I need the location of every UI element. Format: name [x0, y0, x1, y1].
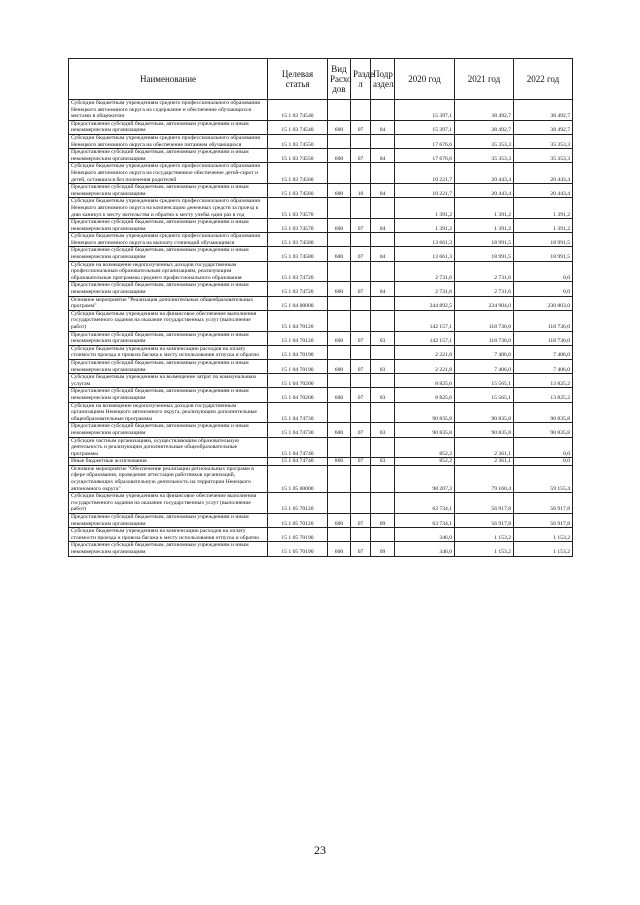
cell-subsection [371, 345, 395, 359]
cell-2022: 38 492,7 [514, 100, 573, 121]
cell-section: 07 [351, 331, 371, 345]
cell-article: 15 1 03 74540 [268, 120, 328, 134]
table-row [69, 219, 573, 233]
cell-article: 15 1 04 70190 [268, 359, 328, 373]
cell-2022: 35 353,3 [514, 134, 573, 148]
cell-expense-type [328, 465, 351, 492]
cell-2022: 18 991,5 [514, 247, 573, 261]
cell-2020: 13 661,3 [395, 233, 455, 247]
cell-expense-type: 600 [328, 514, 351, 528]
table-row [69, 282, 573, 296]
cell-name: Субсидии бюджетным учреждениям на финансовое обеспечение выполнения государственного задания на оказание государственных услуг (выполнение работ) [69, 493, 268, 514]
cell-2022: 38 492,7 [514, 120, 573, 134]
cell-article: 15 1 03 74570 [268, 198, 328, 219]
cell-section [351, 100, 371, 121]
cell-subsection [371, 402, 395, 423]
cell-2020: 8 825,6 [395, 388, 455, 402]
cell-expense-type [328, 437, 351, 458]
cell-name: Субсидии бюджетным учреждениям на возмещение затрат по коммунальным услугам [69, 374, 268, 388]
cell-2020: 2 221,8 [395, 345, 455, 359]
header-section: Разде л [351, 59, 371, 100]
cell-expense-type: 600 [328, 542, 351, 556]
table-row [69, 247, 573, 261]
cell-subsection [371, 437, 395, 458]
cell-section [351, 261, 371, 282]
header-expense-type: Вид Расхо дов [328, 59, 351, 100]
cell-2020: 346,0 [395, 542, 455, 556]
cell-2020: 90 835,8 [395, 402, 455, 423]
table-row [69, 437, 573, 458]
cell-article: 15 1 03 74550 [268, 134, 328, 148]
cell-name: Предоставление субсидий бюджетным, автономным учреждениям и иным некоммерческим организациям [69, 542, 268, 556]
cell-name: Предоставление субсидий бюджетным, автономным учреждениям и иным некоммерческим организациям [69, 514, 268, 528]
cell-2020: 10 221,7 [395, 163, 455, 184]
cell-subsection [371, 310, 395, 331]
cell-section [351, 134, 371, 148]
cell-article: 15 1 03 74720 [268, 282, 328, 296]
cell-2021: 15 565,1 [455, 374, 514, 388]
cell-section [351, 310, 371, 331]
cell-subsection: 04 [371, 282, 395, 296]
cell-section [351, 437, 371, 458]
cell-section [351, 345, 371, 359]
cell-2021: 15 565,1 [455, 388, 514, 402]
budget-table-page [68, 58, 572, 557]
cell-2022: 90 835,8 [514, 423, 573, 437]
cell-expense-type [328, 493, 351, 514]
cell-name: Субсидии бюджетным учреждениям среднего профессионального образования Ненецкого автономного округа на обеспечение питанием обучающихся [69, 134, 268, 148]
cell-name: Предоставление субсидий бюджетным, автономным учреждениям и иным некоммерческим организациям [69, 331, 268, 345]
cell-subsection: 04 [371, 219, 395, 233]
cell-name: Субсидии бюджетным учреждениям на финансовое обеспечение выполнения государственного задания на оказание государственных услуг (выполнение работ) [69, 310, 268, 331]
cell-expense-type: 600 [328, 388, 351, 402]
table-row [69, 528, 573, 542]
cell-article: 15 1 03 74560 [268, 184, 328, 198]
cell-2022: 118 736,0 [514, 310, 573, 331]
table-row [69, 134, 573, 148]
cell-2022: 0,0 [514, 261, 573, 282]
cell-article: 15 1 04 70120 [268, 310, 328, 331]
cell-2021: 2 361,1 [455, 437, 514, 458]
cell-article: 15 1 04 74730 [268, 423, 328, 437]
cell-2021: 7 406,0 [455, 359, 514, 373]
cell-expense-type [328, 310, 351, 331]
table-row [69, 514, 573, 528]
cell-name: Субсидии на возмещение недополученных доходов государственным организациям Ненецкого автономного округа, реализующим дополнительные общеобразовательные программы [69, 402, 268, 423]
cell-section [351, 528, 371, 542]
cell-2021: 56 917,8 [455, 493, 514, 514]
cell-section: 07 [351, 359, 371, 373]
cell-2022: 1 391,2 [514, 219, 573, 233]
cell-2021: 118 736,0 [455, 331, 514, 345]
cell-subsection: 04 [371, 247, 395, 261]
cell-2020: 2 731,6 [395, 261, 455, 282]
cell-2022: 1 153,2 [514, 542, 573, 556]
cell-expense-type [328, 100, 351, 121]
cell-subsection: 04 [371, 184, 395, 198]
table-row [69, 120, 573, 134]
cell-subsection [371, 261, 395, 282]
cell-2021: 2 731,6 [455, 282, 514, 296]
table-row [69, 261, 573, 282]
cell-subsection [371, 198, 395, 219]
cell-2021: 118 736,0 [455, 310, 514, 331]
cell-article: 15 1 05 70190 [268, 528, 328, 542]
table-row [69, 542, 573, 556]
cell-subsection [371, 374, 395, 388]
cell-expense-type: 600 [328, 219, 351, 233]
header-name: Наименование [69, 59, 268, 100]
cell-subsection: 09 [371, 514, 395, 528]
cell-section [351, 493, 371, 514]
cell-name: Субсидии бюджетным учреждениям на компенсацию расходов на оплату стоимости проезда и провоза багажа к месту использования отпуска и обратно [69, 528, 268, 542]
cell-section: 07 [351, 388, 371, 402]
table-row [69, 359, 573, 373]
cell-subsection [371, 134, 395, 148]
cell-2022: 13 825,2 [514, 388, 573, 402]
cell-name: Предоставление субсидий бюджетным, автономным учреждениям и иным некоммерческим организациям [69, 219, 268, 233]
cell-article: 15 1 03 74720 [268, 261, 328, 282]
cell-article: 15 1 04 70120 [268, 331, 328, 345]
cell-2020: 15 397,1 [395, 120, 455, 134]
cell-section [351, 402, 371, 423]
cell-2020: 2 221,8 [395, 359, 455, 373]
cell-expense-type [328, 296, 351, 310]
cell-subsection [371, 233, 395, 247]
cell-expense-type: 600 [328, 282, 351, 296]
table-row [69, 100, 573, 121]
header-subsection: Подр аздел [371, 59, 395, 100]
table-row [69, 331, 573, 345]
cell-2020: 2 731,6 [395, 282, 455, 296]
cell-subsection: 04 [371, 149, 395, 163]
cell-2020: 852,2 [395, 437, 455, 458]
cell-section [351, 233, 371, 247]
cell-expense-type [328, 402, 351, 423]
cell-article: 15 1 04 70200 [268, 388, 328, 402]
cell-2021: 35 353,3 [455, 134, 514, 148]
cell-subsection [371, 528, 395, 542]
table-row [69, 296, 573, 310]
cell-article: 15 1 04 00000 [268, 296, 328, 310]
cell-expense-type: 600 [328, 184, 351, 198]
cell-article: 15 1 03 74550 [268, 149, 328, 163]
cell-article: 15 1 04 74730 [268, 402, 328, 423]
table-row [69, 423, 573, 437]
cell-expense-type [328, 198, 351, 219]
cell-2021: 38 492,7 [455, 120, 514, 134]
table-row [69, 198, 573, 219]
cell-2021: 90 835,8 [455, 402, 514, 423]
table-body [69, 100, 573, 557]
table-row [69, 493, 573, 514]
cell-2022: 56 917,8 [514, 514, 573, 528]
cell-2021: 18 991,5 [455, 247, 514, 261]
cell-subsection [371, 465, 395, 492]
cell-article: 15 1 05 70120 [268, 493, 328, 514]
cell-2021: 2 731,6 [455, 261, 514, 282]
cell-2021: 56 917,8 [455, 514, 514, 528]
cell-2021: 18 991,5 [455, 233, 514, 247]
cell-article: 15 1 05 70120 [268, 514, 328, 528]
cell-article: 15 1 05 00000 [268, 465, 328, 492]
cell-2021: 79 160,4 [455, 465, 514, 492]
table-row [69, 184, 573, 198]
cell-2021: 1 153,2 [455, 542, 514, 556]
cell-subsection [371, 296, 395, 310]
cell-article: 15 1 03 74580 [268, 247, 328, 261]
cell-subsection: 09 [371, 542, 395, 556]
cell-2020: 15 397,1 [395, 100, 455, 121]
cell-2021: 234 904,0 [455, 296, 514, 310]
cell-2020: 90 835,8 [395, 423, 455, 437]
cell-expense-type: 600 [328, 359, 351, 373]
cell-subsection: 03 [371, 359, 395, 373]
table-row [69, 402, 573, 423]
cell-2022: 7 406,0 [514, 359, 573, 373]
table-row [69, 233, 573, 247]
cell-article: 15 1 04 74740 [268, 458, 328, 466]
cell-2022: 0,0 [514, 458, 573, 466]
cell-2020: 244 892,5 [395, 296, 455, 310]
cell-name: Предоставление субсидий бюджетным, автономным учреждениям и иным некоммерческим организациям [69, 120, 268, 134]
cell-2020: 98 207,3 [395, 465, 455, 492]
budget-table [68, 58, 573, 557]
cell-name: Предоставление субсидий бюджетным, автономным учреждениям и иным некоммерческим организациям [69, 247, 268, 261]
cell-2022: 56 917,8 [514, 493, 573, 514]
cell-section: 07 [351, 247, 371, 261]
cell-2020: 142 157,1 [395, 310, 455, 331]
cell-2022: 1 391,2 [514, 198, 573, 219]
cell-2021: 35 353,3 [455, 149, 514, 163]
cell-section: 07 [351, 219, 371, 233]
cell-section: 07 [351, 514, 371, 528]
table-row [69, 149, 573, 163]
cell-2022: 118 736,0 [514, 331, 573, 345]
cell-subsection: 04 [371, 120, 395, 134]
header-article: Целевая статья [268, 59, 328, 100]
cell-section [351, 163, 371, 184]
cell-section [351, 374, 371, 388]
table-row [69, 345, 573, 359]
cell-section [351, 198, 371, 219]
cell-2021: 7 406,0 [455, 345, 514, 359]
cell-2020: 1 391,2 [395, 198, 455, 219]
cell-section: 07 [351, 423, 371, 437]
cell-expense-type: 800 [328, 458, 351, 466]
cell-name: Предоставление субсидий бюджетным, автономным учреждениям и иным некоммерческим организациям [69, 184, 268, 198]
cell-name: Субсидии бюджетным учреждениям среднего профессионального образования Ненецкого автономного округа на компенсацию денежных средств за проезд к дню каникул к месту жительства и обратно к месту учебы один раз в год [69, 198, 268, 219]
cell-2022: 0,0 [514, 437, 573, 458]
cell-section: 07 [351, 458, 371, 466]
cell-section: 07 [351, 149, 371, 163]
table-row [69, 310, 573, 331]
cell-subsection: 03 [371, 388, 395, 402]
cell-2022: 59 155,4 [514, 465, 573, 492]
cell-name: Основное мероприятие "Обеспечение реализации региональных программ в сфере образования, проведение аттестации работников организаций, осуществляющих образовательную деятельность на территории Ненецкого автономного округа" [69, 465, 268, 492]
cell-subsection: 03 [371, 331, 395, 345]
cell-expense-type [328, 528, 351, 542]
cell-name: Иные бюджетные ассигнования [69, 458, 268, 466]
cell-2021: 90 835,8 [455, 423, 514, 437]
cell-2022: 230 803,0 [514, 296, 573, 310]
cell-name: Субсидии бюджетным учреждениям среднего профессионального образования Ненецкого автономного округа на выплату стипендий обучающимся [69, 233, 268, 247]
cell-expense-type [328, 233, 351, 247]
cell-2021: 20 443,4 [455, 163, 514, 184]
cell-2021: 1 391,2 [455, 219, 514, 233]
cell-name: Основное мероприятие "Реализация дополнительных общеобразовательных программ" [69, 296, 268, 310]
cell-article: 15 1 04 70200 [268, 374, 328, 388]
cell-2022: 35 353,3 [514, 149, 573, 163]
cell-2020: 8 825,6 [395, 374, 455, 388]
cell-section: 07 [351, 282, 371, 296]
header-2022: 2022 год [514, 59, 573, 100]
table-row [69, 163, 573, 184]
cell-name: Субсидии частным организациям, осуществляющим образовательную деятельность и реализующим дополнительные общеобразовательные программы [69, 437, 268, 458]
cell-2022: 7 406,0 [514, 345, 573, 359]
cell-2021: 2 361,1 [455, 458, 514, 466]
cell-subsection [371, 163, 395, 184]
cell-name: Предоставление субсидий бюджетным, автономным учреждениям и иным некоммерческим организациям [69, 359, 268, 373]
cell-expense-type [328, 345, 351, 359]
cell-expense-type: 600 [328, 247, 351, 261]
cell-article: 15 1 04 74740 [268, 437, 328, 458]
cell-section [351, 296, 371, 310]
table-row [69, 388, 573, 402]
cell-2021: 38 492,7 [455, 100, 514, 121]
cell-name: Предоставление субсидий бюджетным, автономным учреждениям и иным некоммерческим организациям [69, 282, 268, 296]
table-row [69, 465, 573, 492]
cell-article: 15 1 03 74570 [268, 219, 328, 233]
cell-section: 10 [351, 184, 371, 198]
cell-expense-type: 600 [328, 423, 351, 437]
cell-expense-type: 600 [328, 331, 351, 345]
cell-name: Субсидии на возмещение недополученных доходов государственным профессиональным образовательным организациям, реализующим образовательные программы среднего профессионального образования [69, 261, 268, 282]
cell-2020: 17 676,6 [395, 149, 455, 163]
cell-section: 07 [351, 120, 371, 134]
cell-subsection: 03 [371, 423, 395, 437]
cell-subsection: 03 [371, 458, 395, 466]
cell-expense-type: 600 [328, 120, 351, 134]
cell-subsection [371, 493, 395, 514]
cell-article: 15 1 03 74580 [268, 233, 328, 247]
table-row [69, 374, 573, 388]
cell-article: 15 1 03 74540 [268, 100, 328, 121]
cell-name: Предоставление субсидий бюджетным, автономным учреждениям и иным некоммерческим организациям [69, 423, 268, 437]
table-header-row [69, 59, 573, 100]
page-number: 23 [314, 843, 326, 857]
cell-subsection [371, 100, 395, 121]
cell-section [351, 465, 371, 492]
cell-name: Субсидии бюджетным учреждениям среднего профессионального образования Ненецкого автономного округа на содержание и обеспечение обучающихся местами в общежитии [69, 100, 268, 121]
cell-name: Предоставление субсидий бюджетным, автономным учреждениям и иным некоммерческим организациям [69, 388, 268, 402]
cell-article: 15 1 04 70190 [268, 345, 328, 359]
cell-article: 15 1 05 70190 [268, 542, 328, 556]
cell-name: Субсидии бюджетным учреждениям на компенсацию расходов на оплату стоимости проезда и провоза багажа к месту использования отпуска и обратно [69, 345, 268, 359]
cell-2020: 852,2 [395, 458, 455, 466]
cell-2020: 1 391,2 [395, 219, 455, 233]
cell-2020: 13 661,3 [395, 247, 455, 261]
cell-section: 07 [351, 542, 371, 556]
cell-2020: 63 734,1 [395, 514, 455, 528]
cell-2020: 17 676,6 [395, 134, 455, 148]
cell-2022: 90 835,8 [514, 402, 573, 423]
cell-expense-type [328, 374, 351, 388]
cell-2020: 10 221,7 [395, 184, 455, 198]
cell-article: 15 1 03 74560 [268, 163, 328, 184]
cell-2021: 1 153,2 [455, 528, 514, 542]
cell-name: Субсидии бюджетным учреждениям среднего профессионального образования Ненецкого автономного округа на государственное обеспечение детей-сирот и детей, оставшихся без попечения родителей [69, 163, 268, 184]
cell-2020: 142 157,1 [395, 331, 455, 345]
cell-2022: 18 991,5 [514, 233, 573, 247]
cell-2022: 13 825,2 [514, 374, 573, 388]
cell-2022: 20 443,4 [514, 184, 573, 198]
header-2021: 2021 год [455, 59, 514, 100]
cell-name: Предоставление субсидий бюджетным, автономным учреждениям и иным некоммерческим организациям [69, 149, 268, 163]
cell-expense-type [328, 134, 351, 148]
cell-2022: 1 153,2 [514, 528, 573, 542]
cell-2022: 0,0 [514, 282, 573, 296]
cell-2021: 20 443,4 [455, 184, 514, 198]
cell-2022: 20 443,4 [514, 163, 573, 184]
header-2020: 2020 год [395, 59, 455, 100]
table-row [69, 458, 573, 466]
cell-2020: 346,0 [395, 528, 455, 542]
cell-2020: 63 734,1 [395, 493, 455, 514]
cell-2021: 1 391,2 [455, 198, 514, 219]
cell-expense-type [328, 163, 351, 184]
cell-expense-type [328, 261, 351, 282]
cell-expense-type: 600 [328, 149, 351, 163]
